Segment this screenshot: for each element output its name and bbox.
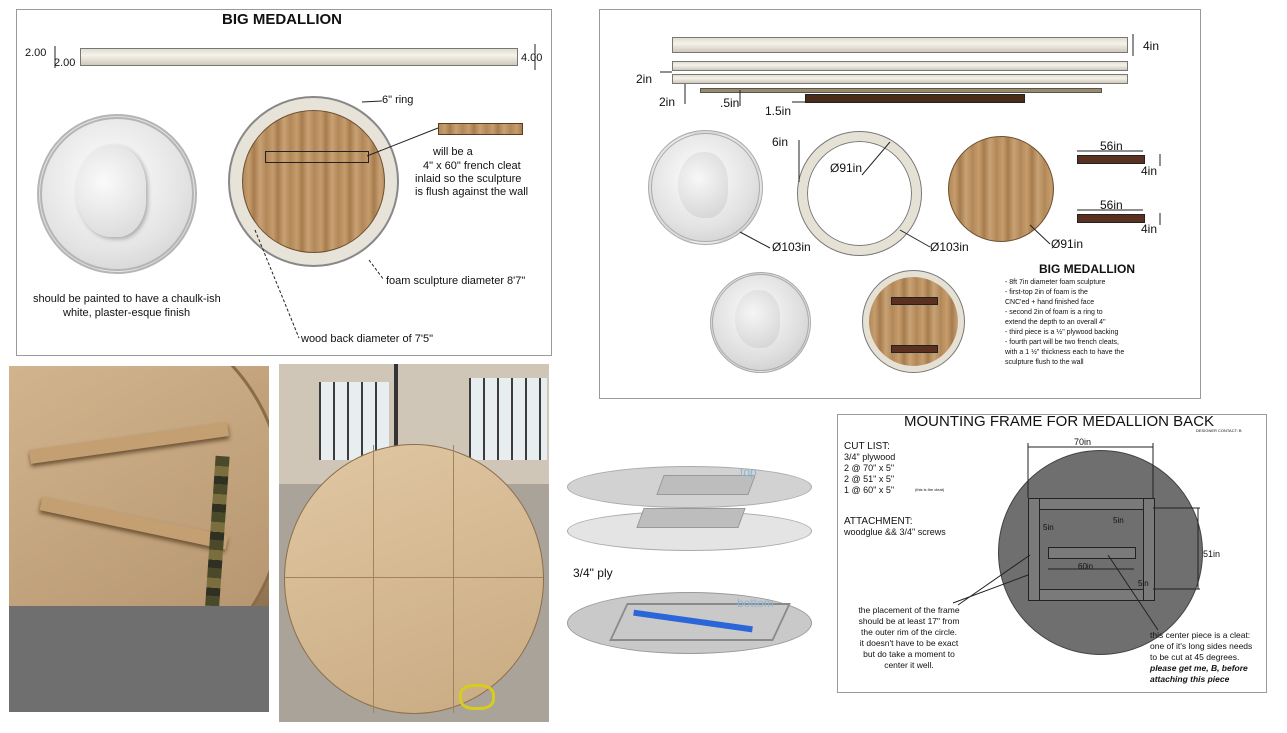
cleat-note-bold-line: attaching this piece bbox=[1150, 674, 1230, 684]
cut-list-item: 1 @ 60" x 5" bbox=[844, 485, 895, 495]
dim-15in: 1.5in bbox=[765, 104, 792, 118]
dim-103in-a: Ø103in bbox=[772, 240, 811, 254]
cleat-note-4: is flush against the wall bbox=[415, 186, 529, 198]
dim-103in-b: Ø103in bbox=[930, 240, 969, 254]
dim-2in-b: 2in bbox=[659, 95, 676, 109]
render-bottom-label: bottom bbox=[737, 596, 774, 610]
dim-4in-top: 4in bbox=[1143, 39, 1160, 53]
dim-right: 4.00 bbox=[521, 52, 543, 64]
dim-56in-a: 56in bbox=[1100, 139, 1123, 153]
panel2-title: BIG MEDALLION bbox=[1039, 262, 1135, 276]
cleat-note-bold-line: please get me, B, before bbox=[1150, 663, 1248, 673]
designer-contact: DESIGNER CONTACT: B bbox=[1196, 428, 1242, 433]
dim-5in-c: 5in bbox=[1138, 579, 1149, 588]
placement-note-line: should be at least 17" from bbox=[858, 616, 960, 626]
paint-note-1: should be painted to have a chaulk-ish bbox=[33, 293, 221, 305]
paint-note-2: white, plaster-esque finish bbox=[63, 307, 191, 319]
attachment-title: ATTACHMENT: bbox=[844, 516, 913, 527]
mounting-frame-panel bbox=[837, 414, 1267, 693]
note-line: - second 2in of foam is a ring to bbox=[1005, 309, 1103, 316]
placement-note-line: it doesn't have to be exact bbox=[859, 638, 959, 648]
dim-05in: .5in bbox=[720, 96, 740, 110]
cut-list-item: 3/4" plywood bbox=[844, 452, 896, 462]
dim-60in: 60in bbox=[1078, 562, 1094, 571]
dim-51in: 51in bbox=[1203, 549, 1221, 559]
note-line: extend the depth to an overall 4" bbox=[1005, 319, 1106, 326]
panel1-title: BIG MEDALLION bbox=[222, 11, 342, 28]
attachment-text: woodglue && 3/4" screws bbox=[844, 527, 946, 537]
dim-56in-b: 56in bbox=[1100, 198, 1123, 212]
photo-plywood-disc bbox=[284, 444, 544, 714]
render-ply-label: 3/4" ply bbox=[573, 566, 613, 580]
panel1-leader-lines bbox=[17, 10, 553, 357]
placement-note-line: center it well. bbox=[884, 660, 934, 670]
dim-4in-b: 4in bbox=[1141, 222, 1158, 236]
panel3-title: MOUNTING FRAME FOR MEDALLION BACK bbox=[904, 413, 1215, 430]
note-line: - fourth part will be two french cleats, bbox=[1005, 339, 1119, 346]
panel2-dimension-lines bbox=[600, 10, 1202, 400]
dim-4in-a: 4in bbox=[1141, 164, 1158, 178]
render-middle-cleat bbox=[636, 508, 745, 528]
note-line: CNC'ed + hand finished face bbox=[1005, 299, 1095, 306]
note-line: with a 1 ½" thickness each to have the bbox=[1005, 349, 1125, 356]
photo-floor bbox=[9, 606, 269, 712]
photo-yellow-strap bbox=[459, 684, 495, 710]
note-line: sculpture flush to the wall bbox=[1005, 359, 1084, 366]
foam-diameter-label: foam sculpture diameter 8'7" bbox=[386, 275, 526, 287]
ring-label: 6" ring bbox=[382, 94, 414, 106]
dim-left-bottom: 2.00 bbox=[54, 57, 76, 69]
note-line: - first-top 2in of foam is the bbox=[1005, 289, 1088, 296]
cleat-note-line: this center piece is a cleat: bbox=[1150, 630, 1251, 640]
photo-hanging-plywood-disc bbox=[279, 364, 549, 722]
photo-disc-seam-v2 bbox=[453, 445, 454, 713]
panel3-dimension-lines bbox=[838, 415, 1268, 694]
dim-5in-a: 5in bbox=[1043, 523, 1054, 532]
dim-91in-wood: Ø91in bbox=[1051, 237, 1084, 251]
cut-list-item: 2 @ 70" x 5" bbox=[844, 463, 895, 473]
placement-note-line: the outer rim of the circle. bbox=[861, 627, 957, 637]
cleat-note-2: 4" x 60" french cleat bbox=[423, 160, 521, 172]
note-line: - third piece is a ½" plywood backing bbox=[1005, 329, 1119, 336]
placement-note-line: but do take a moment to bbox=[863, 649, 955, 659]
placement-note-line: the placement of the frame bbox=[858, 605, 960, 615]
photo-disc-seam-h bbox=[285, 577, 543, 578]
photo-disc-seam-v bbox=[373, 445, 374, 713]
dim-2in-a: 2in bbox=[636, 72, 653, 86]
medallion-exploded-panel bbox=[599, 9, 1201, 399]
cut-list-item: 2 @ 51" x 5" bbox=[844, 474, 895, 484]
dim-70in: 70in bbox=[1074, 437, 1092, 447]
cleat-note-3: inlaid so the sculpture bbox=[415, 173, 522, 185]
dim-5in-b: 5in bbox=[1113, 516, 1124, 525]
photo-window-right bbox=[469, 378, 547, 460]
dim-left-top: 2.00 bbox=[25, 47, 47, 59]
photo-chain bbox=[394, 364, 398, 449]
wood-diameter-label: wood back diameter of 7'5" bbox=[301, 333, 433, 345]
render-bottom-layer bbox=[567, 592, 812, 654]
cleat-note-1: will be a bbox=[433, 146, 473, 158]
dim-6in: 6in bbox=[772, 135, 789, 149]
note-line: - 8ft 7in diameter foam sculpture bbox=[1005, 279, 1106, 286]
render-top-label: top bbox=[740, 465, 757, 479]
medallion-elevation-panel bbox=[16, 9, 552, 356]
photo-back-frame-closeup bbox=[9, 366, 269, 712]
dim-91in-ring: Ø91in bbox=[830, 161, 863, 175]
cut-list-title: CUT LIST: bbox=[844, 441, 890, 452]
cleat-tag: (this is the cleat) bbox=[915, 487, 945, 492]
cleat-note-line: to be cut at 45 degrees. bbox=[1150, 652, 1240, 662]
cleat-note-line: one of it's long sides needs bbox=[1150, 641, 1253, 651]
